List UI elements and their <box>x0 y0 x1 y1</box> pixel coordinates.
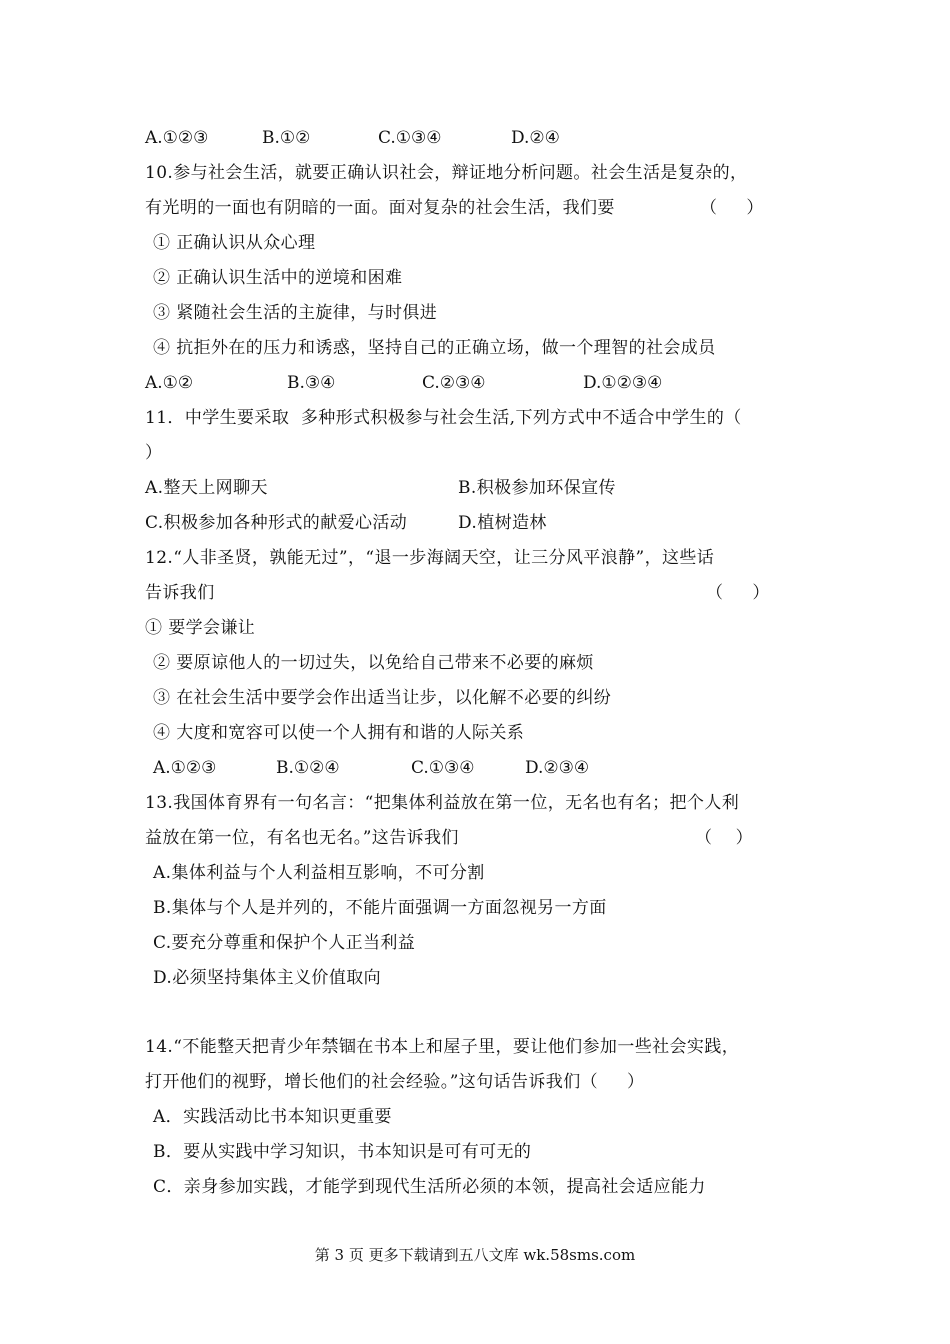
q12-answer-paren: （ ） <box>706 583 770 603</box>
q12-stem-line1: 12.“人非圣贤，孰能无过”，“退一步海阔天空，让三分风平浪静”，这些话 <box>145 548 715 568</box>
q10-option-b: B.③④ <box>287 373 336 393</box>
q11-stem-line1: 11．中学生要采取 多种形式积极参与社会生活,下列方式中不适合中学生的（ <box>145 408 742 428</box>
q12-statement-3: ③ 在社会生活中要学会作出适当让步，以化解不必要的纠纷 <box>153 688 612 708</box>
q12-option-b: B.①②④ <box>276 758 340 778</box>
q12-statement-2: ② 要原谅他人的一切过失，以免给自己带来不必要的麻烦 <box>153 653 594 673</box>
q13-stem-line2: 益放在第一位，有名也无名。”这告诉我们 <box>145 828 459 848</box>
q14-option-c: C．亲身参加实践，才能学到现代生活所必须的本领，提高社会适应能力 <box>153 1177 706 1197</box>
q12-option-a: A.①②③ <box>153 758 217 778</box>
q13-stem-line1: 13.我国体育界有一句名言：“把集体利益放在第一位，无名也有名；把个人利 <box>145 793 740 813</box>
q9-option-b: B.①② <box>262 128 311 148</box>
q10-option-d: D.①②③④ <box>583 373 663 393</box>
q14-stem-line1: 14.“不能整天把青少年禁锢在书本上和屋子里，要让他们参加一些社会实践， <box>145 1037 740 1057</box>
page-footer: 第 3 页 更多下载请到五八文库 wk.58sms.com <box>314 1246 636 1264</box>
q13-option-b: B.集体与个人是并列的，不能片面强调一方面忽视另一方面 <box>153 898 607 918</box>
q10-statement-4: ④ 抗拒外在的压力和诱惑，坚持自己的正确立场，做一个理智的社会成员 <box>153 338 716 358</box>
q10-stem-line1: 10.参与社会生活，就要正确认识社会，辩证地分析问题。社会生活是复杂的， <box>145 163 748 183</box>
q13-answer-paren: （ ） <box>695 828 754 848</box>
q10-statement-2: ② 正确认识生活中的逆境和困难 <box>153 268 403 288</box>
q9-option-d: D.②④ <box>511 128 560 148</box>
q9-option-a: A.①②③ <box>145 128 209 148</box>
q10-stem-line2: 有光明的一面也有阴暗的一面。面对复杂的社会生活，我们要 <box>145 198 615 218</box>
q10-statement-3: ③ 紧随社会生活的主旋律，与时俱进 <box>153 303 438 323</box>
q10-answer-paren: （ ） <box>700 198 764 218</box>
q13-option-c: C.要充分尊重和保护个人正当利益 <box>153 933 416 953</box>
q11-option-b: B.积极参加环保宣传 <box>458 478 616 498</box>
q13-option-a: A.集体利益与个人利益相互影响，不可分割 <box>153 863 485 883</box>
q10-statement-1: ① 正确认识从众心理 <box>153 233 316 253</box>
q11-stem-line2: ） <box>145 443 163 463</box>
q13-option-d: D.必须坚持集体主义价值取向 <box>153 968 382 988</box>
q12-option-d: D.②③④ <box>525 758 590 778</box>
q12-stem-line2: 告诉我们 <box>145 583 215 603</box>
q9-option-c: C.①③④ <box>378 128 442 148</box>
q14-option-b: B．要从实践中学习知识，书本知识是可有可无的 <box>153 1142 532 1162</box>
q10-option-c: C.②③④ <box>422 373 486 393</box>
q12-option-c: C.①③④ <box>411 758 475 778</box>
q12-statement-1: ① 要学会谦让 <box>145 618 256 638</box>
q11-option-a: A.整天上网聊天 <box>145 478 268 498</box>
q11-option-d: D.植树造林 <box>458 513 547 533</box>
q12-statement-4: ④ 大度和宽容可以使一个人拥有和谐的人际关系 <box>153 723 525 743</box>
q14-option-a: A．实践活动比书本知识更重要 <box>153 1107 392 1127</box>
q10-option-a: A.①② <box>145 373 194 393</box>
q11-option-c: C.积极参加各种形式的献爱心活动 <box>145 513 408 533</box>
q14-stem-line2: 打开他们的视野，增长他们的社会经验。”这句话告诉我们（ ） <box>145 1072 645 1092</box>
